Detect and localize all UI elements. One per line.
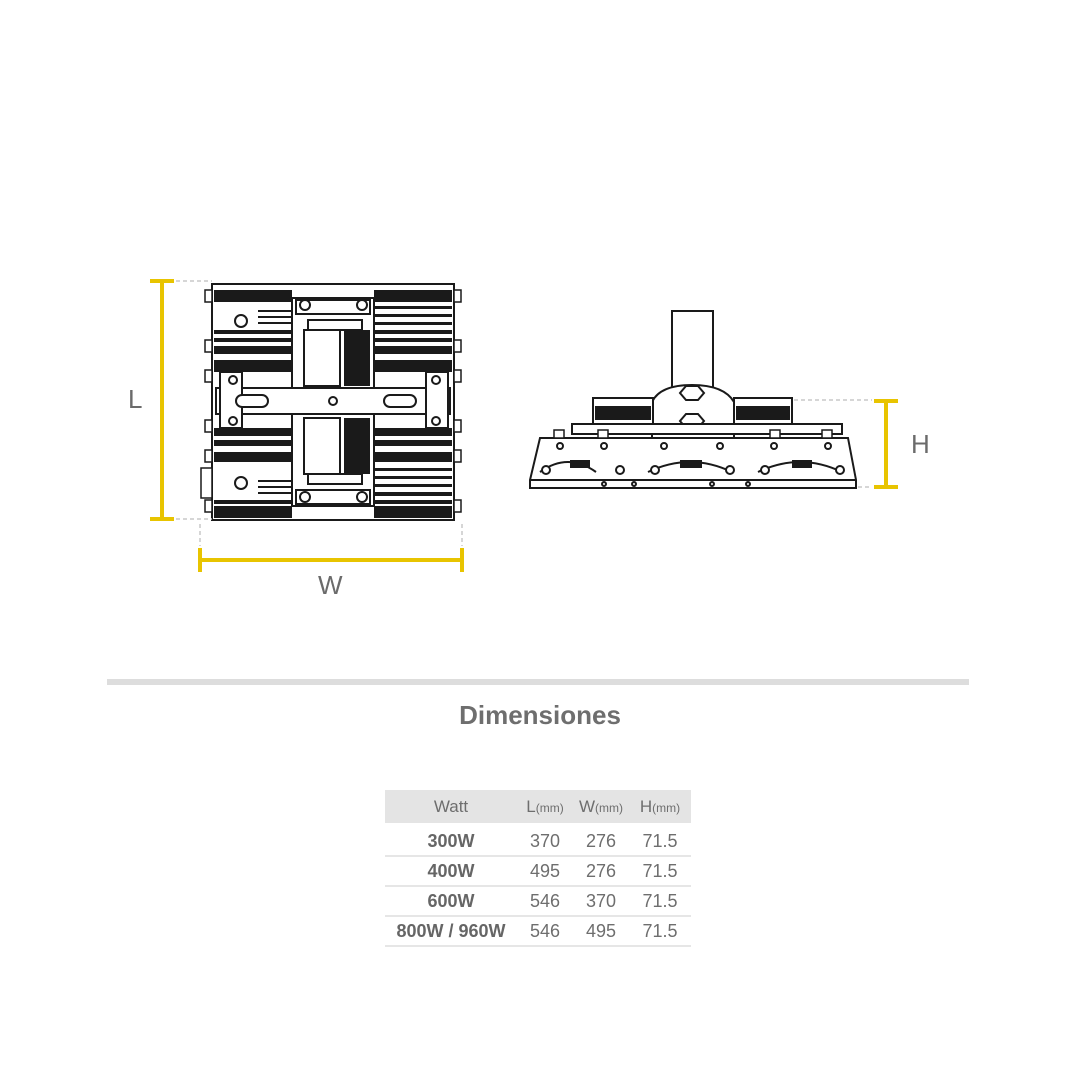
cell-watt: 600W xyxy=(385,886,517,916)
length-label: L xyxy=(128,384,143,414)
cell-w: 276 xyxy=(573,856,629,886)
top-view xyxy=(201,284,461,520)
header-h: H(mm) xyxy=(629,790,691,823)
cell-h: 71.5 xyxy=(629,856,691,886)
height-label: H xyxy=(911,429,930,459)
table-header-row xyxy=(385,790,691,823)
cell-watt: 300W xyxy=(385,823,517,856)
cell-watt: 400W xyxy=(385,856,517,886)
cell-h: 71.5 xyxy=(629,886,691,916)
cell-h: 71.5 xyxy=(629,916,691,946)
cell-l: 546 xyxy=(517,916,573,946)
header-l: L(mm) xyxy=(517,790,573,823)
dimensions-table xyxy=(385,790,691,947)
cell-h: 71.5 xyxy=(629,823,691,856)
side-view xyxy=(530,311,856,488)
cell-l: 546 xyxy=(517,886,573,916)
cell-w: 370 xyxy=(573,886,629,916)
table-row xyxy=(385,916,691,946)
cell-w: 276 xyxy=(573,823,629,856)
header-watt: Watt xyxy=(385,790,517,823)
cell-l: 370 xyxy=(517,823,573,856)
section-title: Dimensiones xyxy=(459,700,621,730)
table-row xyxy=(385,886,691,916)
table-row xyxy=(385,856,691,886)
cell-watt: 800W / 960W xyxy=(385,916,517,946)
table-row xyxy=(385,823,691,856)
cell-w: 495 xyxy=(573,916,629,946)
width-label: W xyxy=(318,570,343,600)
header-w: W(mm) xyxy=(573,790,629,823)
cell-l: 495 xyxy=(517,856,573,886)
section-divider xyxy=(107,679,969,685)
